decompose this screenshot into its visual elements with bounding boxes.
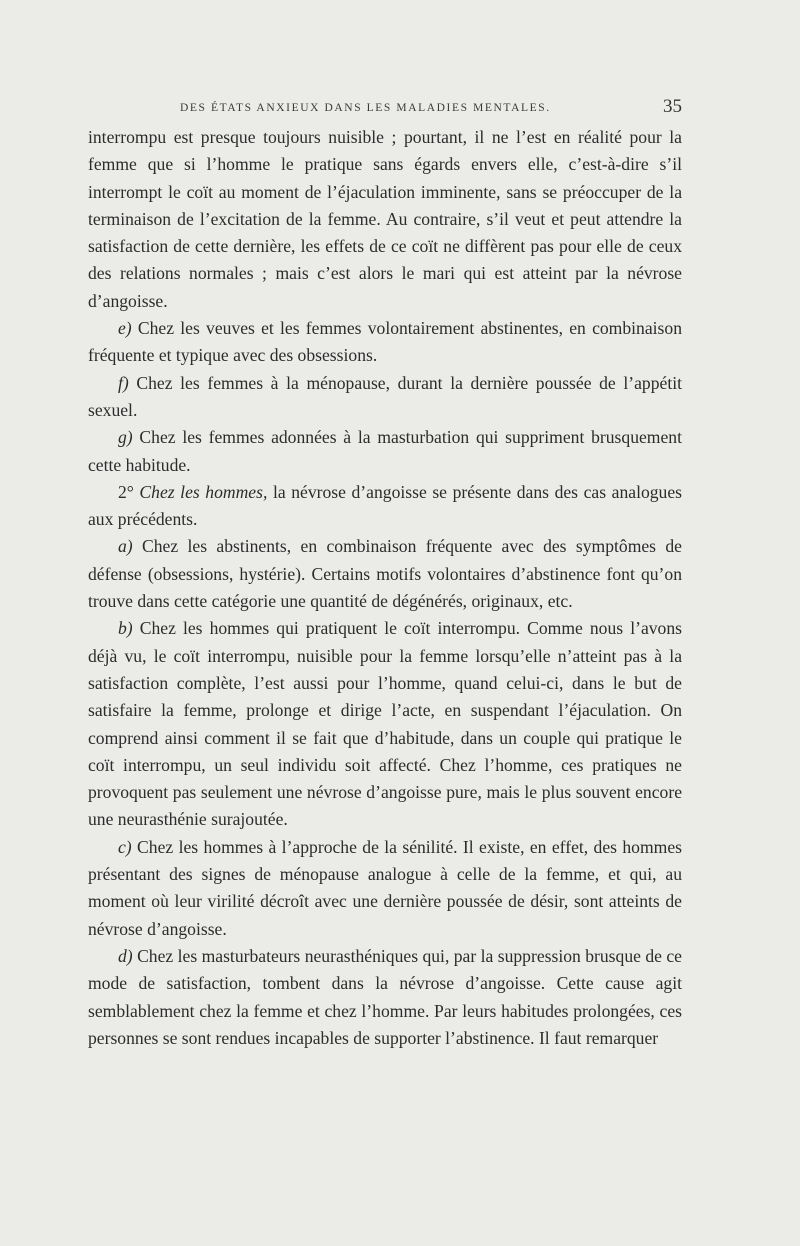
paragraph-f (88, 370, 682, 425)
paragraph-section-2 (88, 479, 682, 534)
paragraph-text: Chez les femmes à la ménopause, durant la dernière poussée de l’appétit sexuel. (88, 372, 682, 420)
paragraph-b (88, 615, 682, 833)
body-text (88, 124, 682, 1052)
list-marker: c) (118, 836, 132, 857)
paragraph-c (88, 834, 682, 943)
section-number: 2° (118, 481, 134, 502)
page-number: 35 (663, 96, 682, 117)
paragraph-continuation (88, 124, 682, 315)
paragraph-d (88, 943, 682, 1052)
page-header (88, 96, 682, 118)
list-marker: f) (118, 372, 129, 393)
list-marker: g) (118, 427, 133, 448)
paragraph-g (88, 424, 682, 479)
list-marker: e) (118, 318, 132, 339)
paragraph-text: Chez les veuves et les femmes volontairement abstinentes, en combinaison fréquente et typique avec des obsessions. (88, 318, 682, 366)
paragraph-text: Chez les hommes à l’approche de la sénilité. Il existe, en effet, des hommes présentant des signes de ménopause analogue à celle de la femme, et qui, au moment où leur virilité décroît avec une dernière poussée de désir, sont atteints de névrose d’angoisse. (88, 836, 682, 939)
paragraph-text: Chez les masturbateurs neurasthéniques qui, par la suppression brusque de ce mode de satisfaction, tombent dans la névrose d’angoisse. Cette cause agit semblablement chez la femme et chez l’homme. Par leurs habitudes prolongées, ces personnes se sont rendues incapables de supporter l’abstinence. Il faut remarquer (88, 945, 682, 1048)
list-marker: d) (118, 945, 133, 966)
paragraph-a (88, 533, 682, 615)
paragraph-text: Chez les abstinents, en combinaison fréquente avec des symptômes de défense (obsessions, hystérie). Certains motifs volontaires d’abstinence font qu’on trouve dans cette catégorie une quantité de dégénérés, originaux, etc. (88, 536, 682, 612)
paragraph-text: Chez les hommes qui pratiquent le coït interrompu. Comme nous l’avons déjà vu, le coït interrompu, nuisible pour la femme lorsqu’elle n’atteint pas à la satisfaction complète, l’est aussi pour l’homme, quand celui-ci, dans le but de satisfaire la femme, prolonge et dirige l’acte, en suspendant l’éjaculation. On comprend ainsi comment il se fait que d’habitude, dans un couple qui pratique le coït interrompu, un seul individu soit affecté. Chez l’homme, ces pratiques ne provoquent pas seulement une névrose d’angoisse pure, mais le plus souvent encore une neurasthénie surajoutée. (88, 618, 682, 830)
running-head: DES ÉTATS ANXIEUX DANS LES MALADIES MENTALES. (180, 102, 551, 114)
list-marker: a) (118, 536, 133, 557)
paragraph-text: interrompu est presque toujours nuisible ; pourtant, il ne l’est en réalité pour la femme que si l’homme le pratique sans égards envers elle, c’est-à-dire s’il interrompt le coït au moment de l’éjaculation imminente, sans se préoccuper de la terminaison de l’excitation de la femme. Au contraire, s’il veut et peut attendre la satisfaction de cette dernière, les effets de ce coït ne diffèrent pas pour elle de ceux des relations normales ; mais c’est alors le mari qui est atteint par la névrose d’angoisse. (88, 127, 682, 311)
paragraph-text: Chez les femmes adonnées à la masturbation qui suppriment brusquement cette habitude. (88, 427, 682, 475)
paragraph-text: la névrose d’angoisse se présente dans des cas analogues aux précédents. (88, 481, 682, 530)
section-emphasis: Chez les hommes, (133, 481, 268, 502)
paragraph-e (88, 315, 682, 370)
list-marker: b) (118, 618, 133, 639)
